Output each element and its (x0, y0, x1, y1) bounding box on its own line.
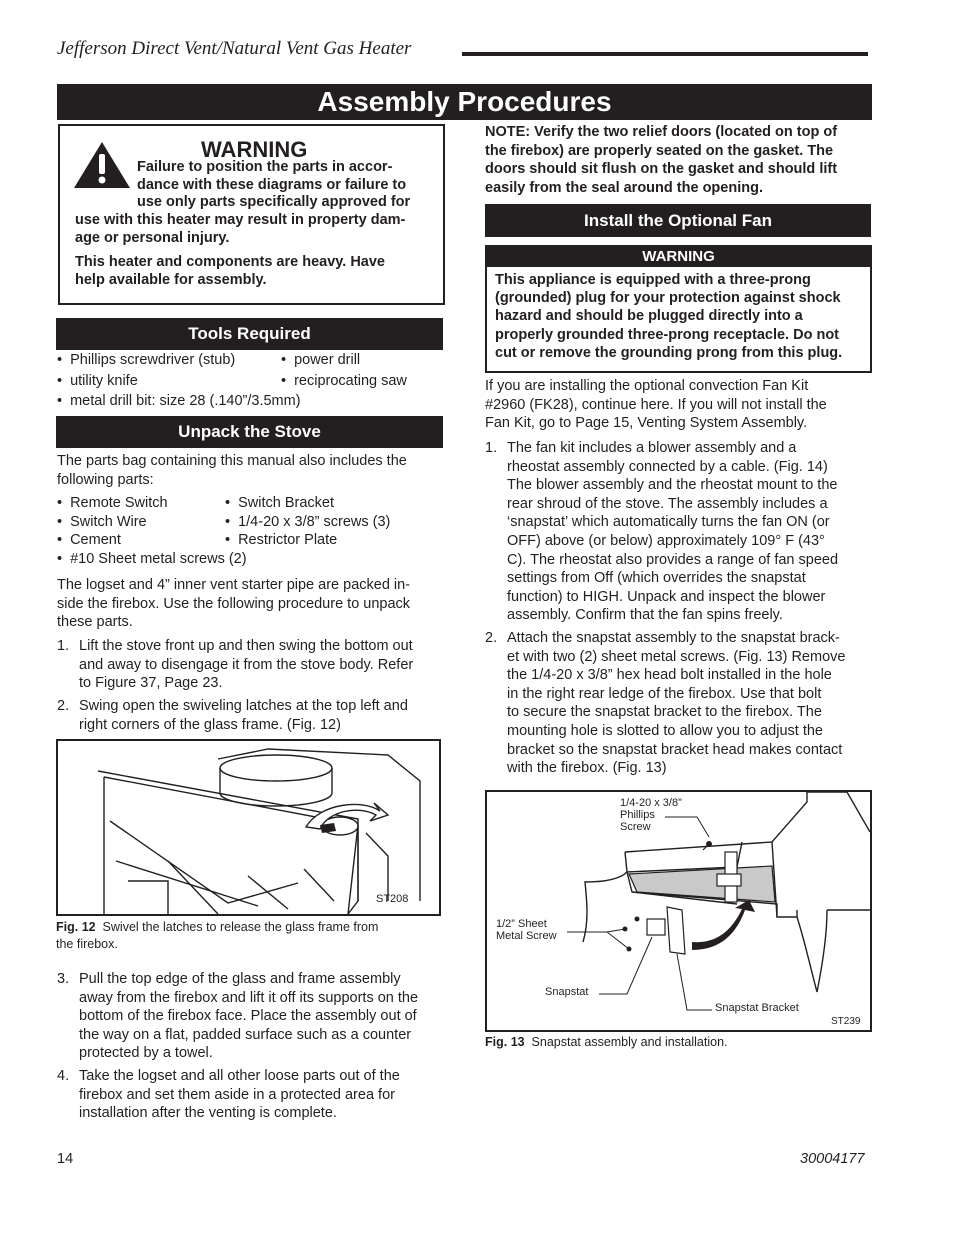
unpack-step-3: 3. Pull the top edge of the glass and frame assembly away from the firebox and lift it off its supports on the bottom of the firebox face. Place the assembly out of the way on a flat, padded surface such as a counter protected by a towel. (57, 971, 419, 1062)
tool-item: • metal drill bit: size 28 (.140”/3.5mm) (57, 393, 301, 409)
fan-step-1: 1. The fan kit includes a blower assembly and a rheostat assembly connected by a cable. (Fig. 14) The blower assembly and the rheostat mount to the rear shroud of the stove. The assembly includes a ‘snapstat’ which automatically turns the fan ON (or OFF) above (or below) approximately 109° F (43° C). The rheostat also provides a range of fan speed settings from Off (which overrides the snapstat function) to HIGH. Unpack and inspect the blower assembly. Confirm that the fan spins freely. (485, 440, 839, 624)
page-title: Assembly Procedures (57, 84, 872, 120)
part-item: • Restrictor Plate (225, 532, 337, 548)
unpack-intro: The parts bag containing this manual also includes the following parts: (57, 453, 407, 488)
fig13-caption: Fig. 13 Snapstat assembly and installation. (485, 1035, 728, 1049)
tool-item: • reciprocating saw (281, 373, 407, 389)
fig13-label-bracket: Snapstat Bracket (715, 1002, 799, 1014)
warning-text-2: This heater and components are heavy. Have help available for assembly. (75, 254, 385, 288)
warning-text-1-cont: use with this heater may result in property dam- age or personal injury. (75, 212, 406, 246)
fan-warning-text: This appliance is equipped with a three-prong (grounded) plug for your protection against shock hazard and should be plugged directly into a properly grounded three-prong receptacle. Do not cut or remove the grounding prong from this plug. (495, 272, 843, 361)
header-title: Jefferson Direct Vent/Natural Vent Gas Heater (57, 38, 412, 59)
fan-step-2: 2. Attach the snapstat assembly to the snapstat brack- et with two (2) sheet metal screws. (Fig. 13) Remove the 1/4-20 x 3/8” hex head bolt installed in the hole in the right rear ledge of the firebox. Use that bolt to secure the snapstat bracket to the firebox. The mounting hole is slotted to allow you to adjust the bracket so the snapstat bracket head makes contact with the firebox. (Fig. 13) (485, 630, 846, 777)
part-item: • #10 Sheet metal screws (2) (57, 551, 247, 567)
part-item: • Switch Wire (57, 514, 147, 530)
tool-item: • Phillips screwdriver (stub) (57, 352, 235, 368)
warning-heading: WARNING (201, 137, 308, 162)
part-item: • Cement (57, 532, 121, 548)
unpack-paragraph: The logset and 4” inner vent starter pipe are packed in- side the firebox. Use the following procedure to unpack these parts. (57, 577, 411, 631)
part-item: • 1/4-20 x 3/8” screws (3) (225, 514, 390, 530)
warning-text-1: Failure to position the parts in accor- dance with these diagrams or failure to use only parts specifically approved for (137, 159, 411, 211)
fig13-label-snapstat: Snapstat (545, 986, 589, 998)
fan-intro: If you are installing the optional convection Fan Kit #2960 (FK28), continue here. If you will not install the Fan Kit, go to Page 15, Venting System Assembly. (485, 378, 827, 432)
fig13-label-sheet-screw: 1/2” Sheet Metal Screw (496, 918, 557, 942)
fig13-label-phillips: 1/4-20 x 3/8” Phillips Screw (620, 797, 682, 833)
warning-triangle-icon (72, 140, 132, 190)
fig12-illustration (58, 741, 439, 914)
doc-number: 30004177 (800, 1151, 865, 1167)
note-text: NOTE: Verify the two relief doors (located on top of the firebox) are properly seated on the gasket. The doors should sit flush on the gasket and should lift easily from the seal around the opening. (485, 124, 838, 196)
tools-heading: Tools Required (56, 318, 443, 350)
page-number: 14 (57, 1151, 74, 1167)
unpack-step-1: 1. Lift the stove front up and then swing the bottom out and away to disengage it from the stove body. Refer to Figure 37, Page 23. (57, 638, 414, 692)
header-rule (462, 52, 868, 56)
part-item: • Switch Bracket (225, 495, 334, 511)
fig13-code: ST239 (831, 1016, 861, 1027)
part-item: • Remote Switch (57, 495, 168, 511)
unpack-step-4: 4. Take the logset and all other loose parts out of the firebox and set them aside in a protected area for installation after the venting is complete. (57, 1068, 400, 1122)
fan-heading: Install the Optional Fan (485, 204, 871, 237)
fig12-frame (56, 739, 441, 916)
tool-item: • utility knife (57, 373, 138, 389)
fan-warning-heading: WARNING (487, 247, 870, 267)
unpack-heading: Unpack the Stove (56, 416, 443, 448)
fig12-caption: Fig. 12 Swivel the latches to release the glass frame from the firebox. (56, 920, 379, 951)
tool-item: • power drill (281, 352, 360, 368)
fig12-code: ST208 (376, 893, 409, 905)
unpack-step-2: 2. Swing open the swiveling latches at the top left and right corners of the glass frame. (Fig. 12) (57, 698, 408, 733)
